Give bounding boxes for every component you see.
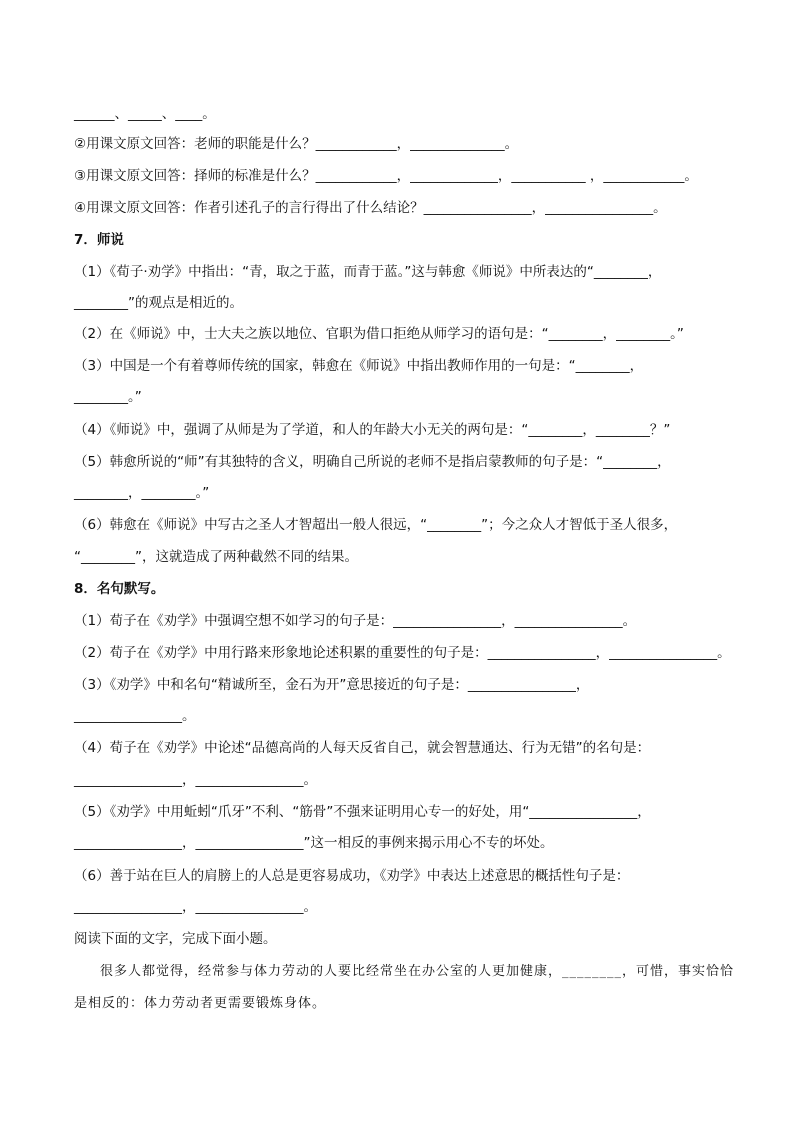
q7-3-line-1: （3）中国是一个有着尊师传统的国家，韩愈在《师说》中指出教师作用的一句是：“________， <box>74 358 644 374</box>
reading-passage-line-2: 是相反的：体力劳动者更需要锻炼身体。 <box>74 996 327 1011</box>
q8-5-line-1: （5）《劝学》中用蚯蚓“爪牙”不利、“筋骨”不强来证明用心专一的好处，用“________________， <box>74 804 651 820</box>
q8-4-line-1: （4）荀子在《劝学》中论述“品德高尚的人每天反省自己，就会智慧通达、行为无错”的名句是： <box>74 740 651 756</box>
question-teacher-standard: ③用课文原文回答：择师的标准是什么？____________，_____________，___________ ，____________。 <box>74 168 698 184</box>
q8-5-line-2: ________________，________________”这一相反的事例来揭示用心不专的坏处。 <box>74 835 554 851</box>
q8-1: （1）荀子在《劝学》中强调空想不如学习的句子是：________________，________________。 <box>74 613 637 629</box>
reading-instruction: 阅读下面的文字，完成下面小题。 <box>74 931 277 947</box>
q7-2: （2）在《师说》中，士大夫之族以地位、官职为借口拒绝从师学习的语句是：“________，________。” <box>74 326 684 342</box>
question-teacher-function: ②用课文原文回答：老师的职能是什么？____________，______________。 <box>74 136 519 152</box>
q8-3-line-2: ________________。 <box>74 708 196 724</box>
q7-5-line-2: ________，________。” <box>74 485 210 501</box>
q8-2: （2）荀子在《劝学》中用行路来形象地论述积累的重要性的句子是：________________，________________。 <box>74 645 731 661</box>
reading-passage-line-1: 很多人都觉得，经常参与体力劳动的人要比经常坐在办公室的人更加健康，________，可惜，事实恰恰 <box>100 964 735 979</box>
q7-5-line-1: （5）韩愈所说的“师”有其独特的含义，明确自己所说的老师不是指启蒙教师的句子是：“________， <box>74 454 671 470</box>
q8-3-line-1: （3）《劝学》中和名句“精诚所至，金石为开”意思接近的句子是：________________， <box>74 677 590 693</box>
q8-6-line-2: ________________，________________。 <box>74 899 317 915</box>
q7-3-line-2: ________。” <box>74 389 142 405</box>
section-8-heading: 8．名句默写。 <box>74 581 165 597</box>
section-7-heading: 7．师说 <box>74 232 124 248</box>
q7-1-line-2: ________”的观点是相近的。 <box>74 295 243 311</box>
q7-4: （4）《师说》中，强调了从师是为了学道，和人的年龄大小无关的两句是：“________，________？” <box>74 422 671 438</box>
answer-blanks-line: ______、_____、____。 <box>74 106 216 122</box>
q7-1-line-1: （1）《荀子·劝学》中指出：“青，取之于蓝，而青于蓝。”这与韩愈《师说》中所表达的“________， <box>74 264 662 280</box>
q7-6-line-1: （6）韩愈在《师说》中写古之圣人才智超出一般人很远，“________”；今之众人才智低于圣人很多， <box>74 517 678 533</box>
q8-6-line-1: （6）善于站在巨人的肩膀上的人总是更容易成功，《劝学》中表达上述意思的概括性句子是： <box>74 868 630 884</box>
q8-4-line-2: ________________，________________。 <box>74 772 317 788</box>
question-confucius-conclusion: ④用课文原文回答：作者引述孔子的言行得出了什么结论？________________，________________。 <box>74 200 667 216</box>
q7-6-line-2: “________”，这就造成了两种截然不同的结果。 <box>74 549 358 565</box>
